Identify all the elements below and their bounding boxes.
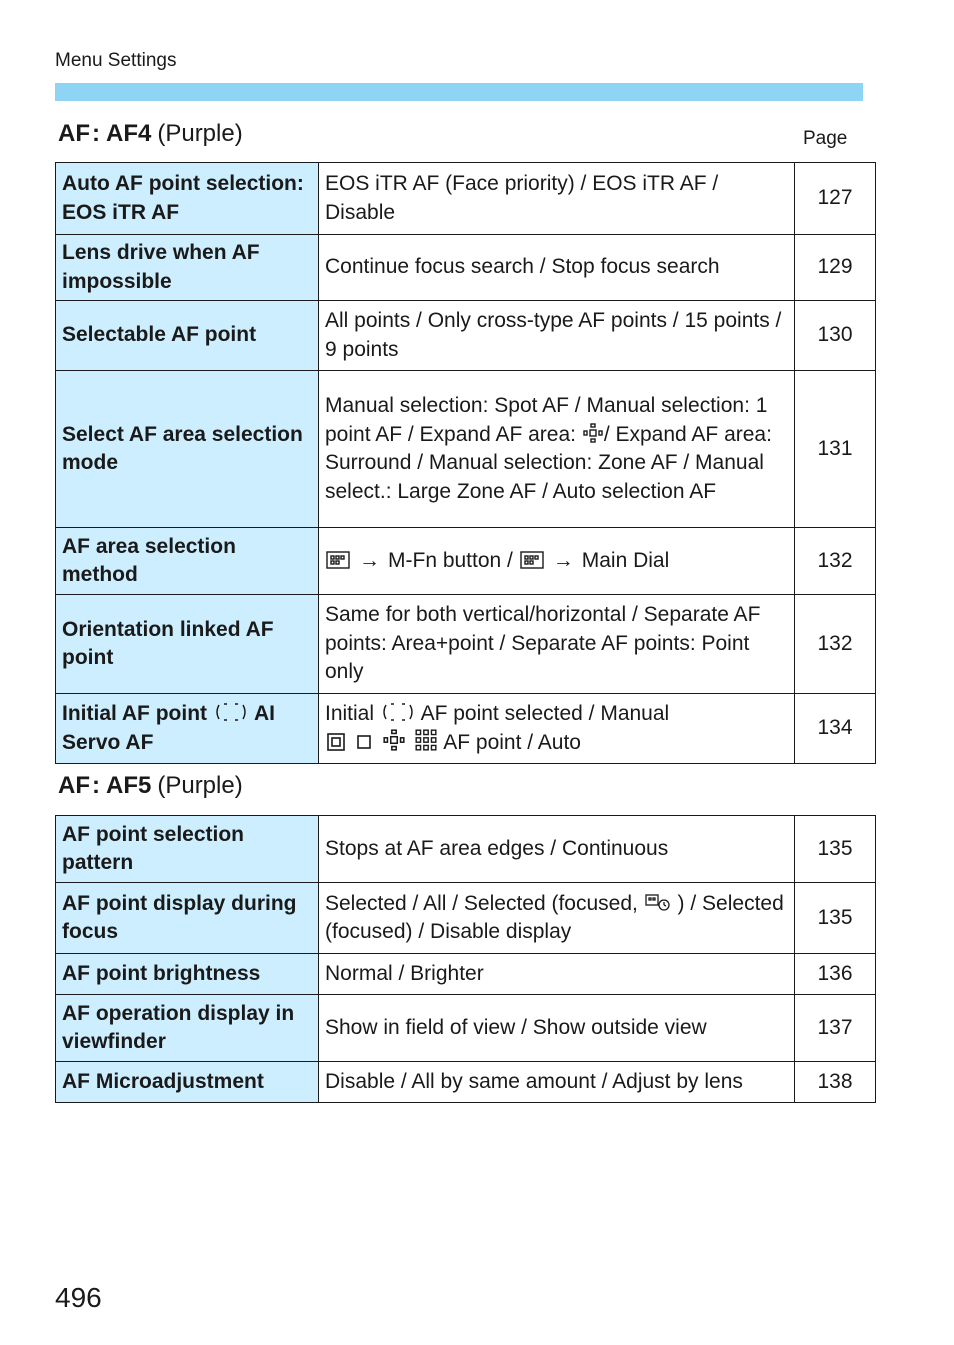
- page-ref: 134: [795, 694, 876, 764]
- af4-settings-table: [55, 162, 876, 764]
- expand-surround-af-icon: [413, 728, 439, 752]
- setting-options: EOS iTR AF (Face priority) / EOS iTR AF / Disable: [319, 163, 795, 235]
- table-row: [56, 301, 876, 371]
- expand-af-point-icon: [381, 728, 407, 752]
- setting-name-text: Initial AF point: [62, 702, 208, 725]
- setting-name: [56, 694, 319, 764]
- table-row: [56, 883, 876, 954]
- setting-options: [319, 528, 795, 595]
- setting-name: AF area selection method: [56, 528, 319, 595]
- options-text: Initial: [325, 701, 375, 725]
- af-tab-mark: AF: [58, 120, 90, 147]
- setting-options: Same for both vertical/horizontal / Separate AF points: Area+point / Separate AF points: Point only: [319, 595, 795, 694]
- page-ref: 135: [795, 816, 876, 883]
- setting-name: AF point selection pattern: [56, 816, 319, 883]
- setting-name: Selectable AF point: [56, 301, 319, 371]
- setting-name: AF operation display in viewfinder: [56, 995, 319, 1062]
- section-title-af4: [58, 120, 243, 148]
- options-text: AF point selected / Manual: [420, 701, 670, 725]
- af-area-select-button-icon: [325, 550, 351, 570]
- page-column-label: Page: [803, 128, 848, 149]
- setting-options: All points / Only cross-type AF points / 15 points / 9 points: [319, 301, 795, 371]
- setting-name: Lens drive when AF impossible: [56, 235, 319, 301]
- options-text: / Expand AF area: Surround / Manual selection: Zone AF / Manual select.: Large Zone AF / Auto selection AF: [325, 422, 772, 503]
- table-row: [56, 694, 876, 764]
- table-row: [56, 595, 876, 694]
- page-ref: 132: [795, 595, 876, 694]
- ai-servo-af-frame-icon: [380, 701, 416, 723]
- spot-af-icon: [325, 732, 347, 752]
- setting-options: [319, 371, 795, 528]
- page-ref: 136: [795, 954, 876, 995]
- setting-options: Stops at AF area edges / Continuous: [319, 816, 795, 883]
- setting-name-text: AI Servo AF: [62, 702, 275, 754]
- options-text: Main Dial: [581, 548, 670, 572]
- setting-options: Disable / All by same amount / Adjust by lens: [319, 1062, 795, 1103]
- running-head: Menu Settings: [55, 50, 177, 71]
- tab-code: AF5: [106, 772, 152, 799]
- af-tab-colon: :: [92, 120, 100, 147]
- af-tab-colon: :: [92, 772, 100, 799]
- table-row: [56, 163, 876, 235]
- setting-options: Normal / Brighter: [319, 954, 795, 995]
- options-text: ) / Selected (focused) / Disable display: [325, 891, 784, 943]
- page-ref: 132: [795, 528, 876, 595]
- setting-name: AF point display during focus: [56, 883, 319, 954]
- setting-name: AF point brightness: [56, 954, 319, 995]
- page-number: 496: [55, 1282, 102, 1313]
- page-ref: 131: [795, 371, 876, 528]
- single-point-af-icon: [353, 732, 375, 752]
- af-area-select-button-icon: [519, 550, 545, 570]
- page-ref: 138: [795, 1062, 876, 1103]
- table-row: [56, 816, 876, 883]
- setting-options: Show in field of view / Show outside view: [319, 995, 795, 1062]
- setting-name: Orientation linked AF point: [56, 595, 319, 694]
- setting-name: Select AF area selection mode: [56, 371, 319, 528]
- focused-timer-icon: [644, 893, 672, 913]
- options-text: Manual selection: Spot AF / Manual selection: 1 point AF / Expand AF area:: [325, 394, 768, 446]
- table-row: [56, 528, 876, 595]
- section-title-af5: [58, 772, 243, 800]
- ai-servo-af-frame-icon: [213, 701, 249, 723]
- setting-name: Auto AF point selection: EOS iTR AF: [56, 163, 319, 235]
- table-row: [56, 995, 876, 1062]
- expand-af-point-icon: [582, 422, 604, 444]
- table-row: [56, 235, 876, 301]
- tab-color: (Purple): [157, 772, 243, 799]
- setting-options: [319, 883, 795, 954]
- table-row: [56, 371, 876, 528]
- af-tab-mark: AF: [58, 772, 90, 799]
- setting-options: Continue focus search / Stop focus search: [319, 235, 795, 301]
- tab-color: (Purple): [157, 120, 243, 147]
- page-ref: 130: [795, 301, 876, 371]
- table-row: [56, 954, 876, 995]
- page-ref: 127: [795, 163, 876, 235]
- table-row: [56, 1062, 876, 1103]
- tab-code: AF4: [106, 120, 152, 147]
- af5-settings-table: [55, 815, 876, 1103]
- page-ref: 135: [795, 883, 876, 954]
- options-text: AF point / Auto: [443, 731, 581, 754]
- options-text: Selected / All / Selected (focused,: [325, 891, 638, 915]
- page-ref: 129: [795, 235, 876, 301]
- arrow-icon: →: [359, 548, 380, 572]
- options-text: M-Fn button /: [388, 548, 513, 572]
- page-ref: 137: [795, 995, 876, 1062]
- arrow-icon: →: [552, 548, 574, 572]
- setting-options: [319, 694, 795, 764]
- setting-name: AF Microadjustment: [56, 1062, 319, 1103]
- header-bar: [55, 83, 863, 101]
